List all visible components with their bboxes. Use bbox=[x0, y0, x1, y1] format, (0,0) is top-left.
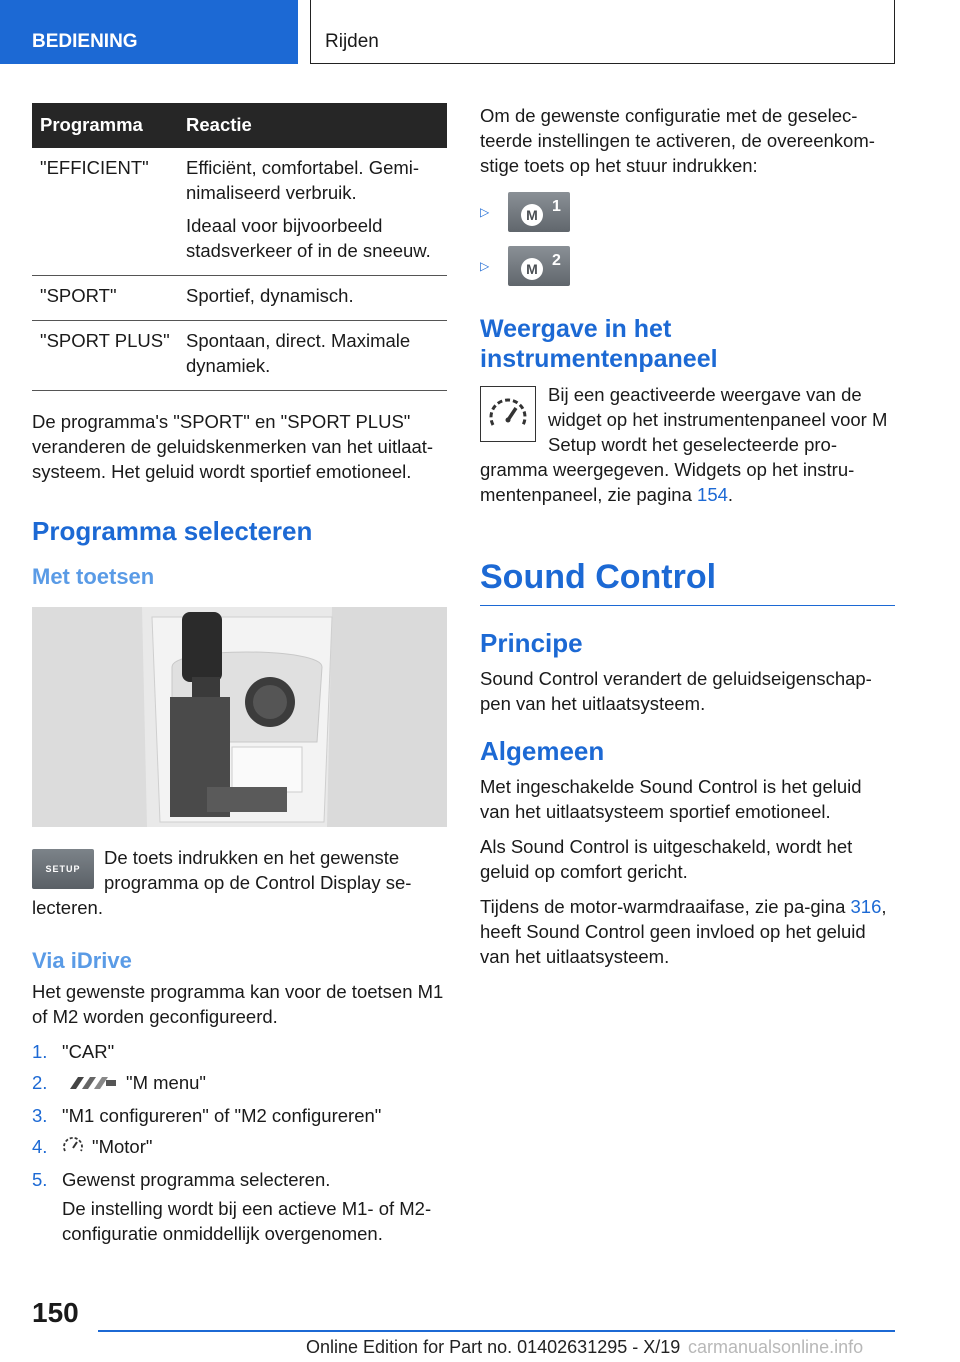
table-header-reaction: Reactie bbox=[178, 103, 447, 148]
step-text: "Motor" bbox=[92, 1135, 153, 1157]
principe-paragraph: Sound Control verandert de geluidseigenschap-pen van het uitlaatsysteem. bbox=[480, 668, 872, 714]
heading-with-keys: Met toetsen bbox=[32, 564, 155, 589]
heading-principe: Principe bbox=[480, 628, 583, 658]
m2-key-row bbox=[480, 246, 895, 286]
m1-letter: M bbox=[526, 207, 538, 223]
idrive-steps bbox=[32, 1039, 447, 1246]
m-stripes-icon bbox=[62, 1072, 118, 1097]
sound-program-paragraph: De programma's "SPORT" en "SPORT PLUS" veranderen de geluidskenmerken van het uitlaat-systeem. Het geluid wordt sportief emotioneel. bbox=[32, 411, 434, 482]
setup-instruction-text: De toets indrukken en het gewenste programma op de Control Display se-lecteren. bbox=[32, 847, 412, 918]
heading-display-in-panel: Weergave in het instrumentenpaneel bbox=[480, 315, 718, 373]
algemeen-paragraph-3 bbox=[480, 894, 895, 969]
m1-number: 1 bbox=[552, 198, 561, 215]
footer-divider bbox=[98, 1330, 895, 1332]
display-paragraph: Bij een geactiveerde weergave van de widget op het instrumentenpaneel voor M Setup wordt het geselecteerde pro-gramma weergegeven. Widgets op het instru-mentenpaneel, zie pagina 154. bbox=[480, 384, 888, 505]
list-item bbox=[32, 1103, 447, 1128]
display-text: Bij een geactiveerde weergave van de widget op het instrumentenpaneel voor M Setup wordt het geselecteerde pro-gramma weergegeven. Widgets op het instru-mentenpaneel, zie pagina bbox=[480, 384, 888, 505]
step-number: 5. bbox=[32, 1168, 48, 1190]
left-column bbox=[32, 103, 447, 1252]
table-cell-reaction bbox=[178, 276, 447, 321]
chapter-title: Rijden bbox=[310, 0, 895, 64]
step-text: "M1 configureren" of "M2 configureren" bbox=[62, 1104, 382, 1126]
m2-number: 2 bbox=[552, 252, 561, 269]
heading-sound-control: Sound Control bbox=[480, 557, 895, 606]
list-item bbox=[32, 1039, 447, 1064]
page-link-316[interactable]: 316 bbox=[850, 896, 882, 917]
m1-key-icon bbox=[508, 192, 570, 232]
list-item bbox=[32, 1070, 447, 1097]
list-item bbox=[32, 1134, 447, 1161]
step-number: 4. bbox=[32, 1135, 48, 1157]
page-number: 150 bbox=[32, 1297, 79, 1328]
m2-key-icon bbox=[508, 246, 570, 286]
step-text: "CAR" bbox=[62, 1041, 115, 1062]
algemeen-paragraph-2: Als Sound Control is uitgeschakeld, wordt het geluid op comfort gericht. bbox=[480, 836, 853, 882]
step-subtext: De instelling wordt bij een actieve M1- of M2-configuratie onmiddellijk overgenomen. bbox=[62, 1197, 432, 1244]
heading-program-select: Programma selecteren bbox=[32, 516, 313, 546]
triangle-bullet-icon: ▷ bbox=[480, 258, 490, 273]
m1-key-row bbox=[480, 192, 895, 232]
table-cell-program: "SPORT" bbox=[32, 276, 178, 321]
algemeen-paragraph-1: Met ingeschakelde Sound Control is het geluid van het uitlaatsysteem sportief emotioneel. bbox=[480, 776, 862, 822]
step-text: "M menu" bbox=[126, 1072, 206, 1093]
idrive-paragraph: Het gewenste programma kan voor de toetsen M1 of M2 worden geconfigureerd. bbox=[32, 981, 444, 1027]
section-tab[interactable]: BEDIENING bbox=[0, 0, 298, 64]
center-console-photo bbox=[32, 607, 447, 827]
reaction-text: Efficiënt, comfortabel. Gemi-nimaliseerd verbruik. bbox=[186, 157, 420, 203]
step-number: 1. bbox=[32, 1041, 48, 1062]
triangle-bullet-icon: ▷ bbox=[480, 204, 490, 219]
center-console-illustration bbox=[32, 607, 447, 827]
setup-button-icon: SETUP bbox=[32, 849, 94, 889]
step-number: 2. bbox=[32, 1072, 48, 1093]
table-row bbox=[32, 321, 447, 391]
table-row bbox=[32, 276, 447, 321]
heading-algemeen: Algemeen bbox=[480, 736, 605, 766]
list-item bbox=[32, 1167, 447, 1246]
program-table bbox=[32, 103, 447, 391]
reaction-text: Ideaal voor bijvoorbeeld stadsverkeer of in de sneeuw. bbox=[186, 215, 431, 261]
table-cell-program: "EFFICIENT" bbox=[32, 148, 178, 276]
steering-key-paragraph: Om de gewenste configuratie met de geselec-teerde instellingen te activeren, de overeenkom-stige toets op het stuur indrukken: bbox=[480, 105, 875, 176]
step-number: 3. bbox=[32, 1104, 48, 1126]
m2-letter: M bbox=[526, 261, 538, 277]
table-header-program: Programma bbox=[32, 103, 178, 148]
engine-gauge-icon bbox=[62, 1135, 84, 1161]
algemeen-text-a: Tijdens de motor-warmdraaifase, zie pa-gina bbox=[480, 896, 851, 917]
page-link-154[interactable]: 154 bbox=[697, 484, 728, 505]
gauge-widget-icon bbox=[480, 386, 536, 442]
table-cell-reaction bbox=[178, 321, 447, 391]
heading-via-idrive: Via iDrive bbox=[32, 948, 132, 973]
table-cell-program: "SPORT PLUS" bbox=[32, 321, 178, 391]
algemeen-text-b: , heeft Sound Control geen invloed op het geluid van het uitlaatsysteem. bbox=[480, 896, 887, 967]
right-column bbox=[480, 103, 895, 979]
table-row bbox=[32, 148, 447, 276]
watermark-text: carmanualsonline.info bbox=[688, 1337, 864, 1357]
table-cell-reaction bbox=[178, 148, 447, 276]
edition-text: Online Edition for Part no. 01402631295 - X/19 bbox=[306, 1337, 681, 1357]
reaction-text: Sportief, dynamisch. bbox=[186, 285, 354, 306]
reaction-text: Spontaan, direct. Maximale dynamiek. bbox=[186, 330, 411, 376]
step-text: Gewenst programma selecteren. bbox=[62, 1168, 331, 1190]
setup-instruction bbox=[32, 845, 447, 920]
